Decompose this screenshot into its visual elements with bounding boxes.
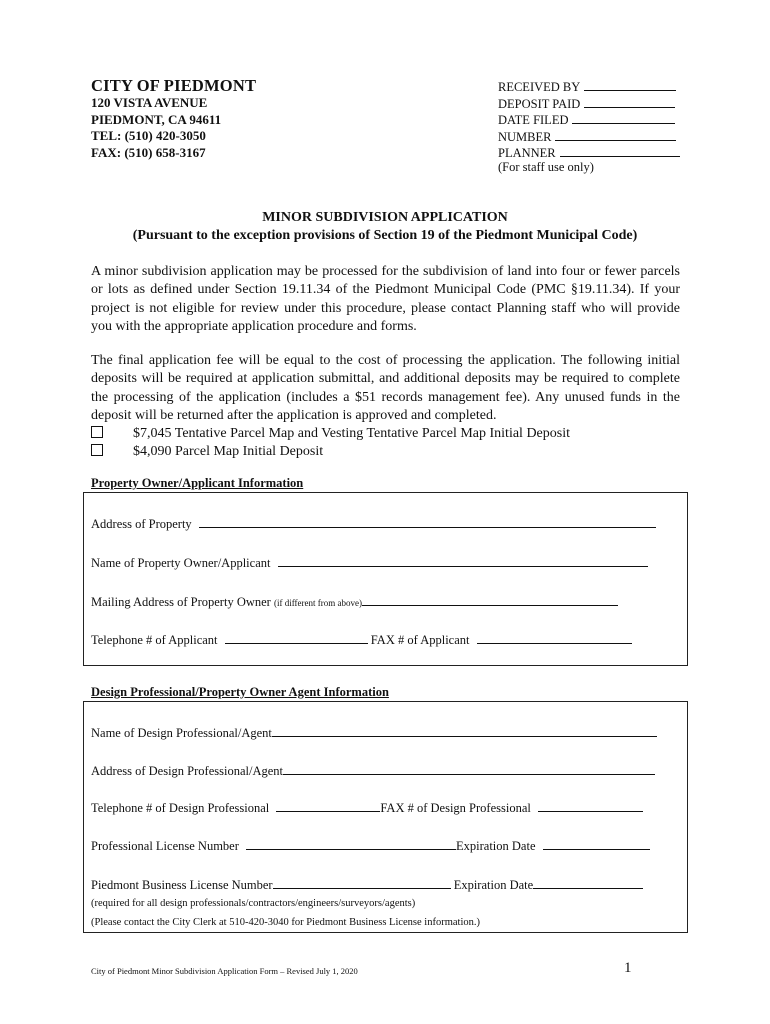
staff-field-label: NUMBER	[498, 129, 552, 144]
checkbox[interactable]	[91, 444, 103, 456]
staff-field-line[interactable]	[555, 129, 676, 141]
field-label: Address of Design Professional/Agent	[91, 764, 283, 778]
field-label: Professional License Number	[91, 839, 239, 853]
owner-name-input[interactable]	[278, 555, 648, 567]
staff-field-line[interactable]	[572, 112, 675, 124]
field-label: Telephone # of Applicant	[91, 633, 218, 647]
fee-paragraph: The final application fee will be equal to the cost of processing the application. The following initial deposits will be required at application submittal, and additional deposits may be required to complete the processing of the application (includes a $51 records management fee). Any unused funds in the deposit will be returned after the application is approved and completed.	[91, 353, 680, 423]
owner-section-heading: Property Owner/Applicant Information	[91, 476, 304, 490]
agent-section-heading: Design Professional/Property Owner Agent Information	[91, 685, 389, 699]
deposit-label: $7,045 Tentative Parcel Map and Vesting Tentative Parcel Map Initial Deposit	[133, 426, 570, 441]
agent-name-input[interactable]	[272, 725, 657, 737]
applicant-phone-input[interactable]	[225, 632, 368, 644]
staff-field-date-filed	[498, 112, 675, 129]
owner-name-field	[91, 555, 648, 571]
field-note: (if different from above)	[273, 598, 363, 608]
city-clerk-note: (Please contact the City Clerk at 510-420-3040 for Piedmont Business License information.)	[91, 917, 481, 928]
license-number-field	[91, 838, 650, 854]
field-label: Expiration Date	[453, 878, 534, 892]
field-label: Piedmont Business License Number	[91, 878, 273, 892]
field-label: Telephone # of Design Professional	[91, 801, 270, 815]
field-label: Address of Property	[91, 517, 192, 531]
staff-field-label: DATE FILED	[498, 113, 569, 127]
business-expiration-input[interactable]	[533, 877, 643, 889]
footer-text: City of Piedmont Minor Subdivision Application Form – Revised July 1, 2020	[91, 966, 358, 976]
form-subtitle: (Pursuant to the exception provisions of Section 19 of the Piedmont Municipal Code)	[132, 228, 638, 243]
staff-field-line[interactable]	[584, 96, 675, 108]
intro-paragraph: A minor subdivision application may be processed for the subdivision of land into four or fewer parcels or lots as defined under Section 19.11.34 of the Piedmont Municipal Code (PMC §19.11.34). If your project is not eligible for review under this procedure, please contact Planning staff who will provide you with the appropriate application procedure and forms.	[91, 264, 680, 334]
address-line: 120 VISTA AVENUE	[91, 95, 208, 110]
field-label: Name of Design Professional/Agent	[91, 726, 272, 740]
field-label: Expiration Date	[456, 839, 536, 853]
staff-field-line[interactable]	[560, 145, 680, 157]
applicant-phone-field	[91, 632, 632, 648]
field-label: FAX # of Design Professional	[380, 801, 531, 815]
license-expiration-input[interactable]	[543, 838, 650, 850]
staff-field-number	[498, 129, 676, 146]
phone-line: TEL: (510) 420-3050	[91, 128, 206, 143]
staff-field-received-by	[498, 79, 676, 96]
form-title: MINOR SUBDIVISION APPLICATION	[262, 210, 508, 225]
business-license-note: (required for all design professionals/contractors/engineers/surveyors/agents)	[91, 898, 416, 909]
deposit-label: $4,090 Parcel Map Initial Deposit	[133, 444, 324, 459]
field-label: Name of Property Owner/Applicant	[91, 556, 271, 570]
agent-phone-field	[91, 800, 643, 816]
agent-name-field	[91, 725, 657, 741]
deposit-option-parcel	[91, 443, 323, 461]
staff-field-line[interactable]	[584, 79, 676, 91]
staff-field-deposit-paid	[498, 96, 675, 113]
agent-fax-input[interactable]	[538, 800, 643, 812]
license-number-input[interactable]	[246, 838, 456, 850]
org-name: CITY OF PIEDMONT	[91, 76, 257, 95]
staff-note: (For staff use only)	[498, 160, 594, 174]
staff-field-label: DEPOSIT PAID	[498, 96, 581, 111]
staff-field-label: PLANNER	[498, 146, 556, 160]
fax-line: FAX: (510) 658-3167	[91, 144, 206, 160]
field-label: Mailing Address of Property Owner	[91, 595, 271, 609]
property-address-input[interactable]	[199, 516, 656, 528]
field-label: FAX # of Applicant	[370, 633, 470, 647]
property-address-field	[91, 516, 656, 532]
deposit-option-tentative	[91, 425, 570, 443]
staff-field-label: RECEIVED BY	[498, 80, 581, 94]
agent-address-field	[91, 763, 655, 779]
applicant-fax-input[interactable]	[477, 632, 632, 644]
business-license-field	[91, 877, 643, 893]
mailing-address-field	[91, 594, 618, 610]
checkbox[interactable]	[91, 426, 103, 438]
agent-address-input[interactable]	[283, 763, 655, 775]
business-license-input[interactable]	[273, 877, 451, 889]
page-number: 1	[624, 960, 632, 976]
address-line: PIEDMONT, CA 94611	[91, 111, 222, 127]
mailing-address-input[interactable]	[362, 594, 618, 606]
agent-phone-input[interactable]	[276, 800, 380, 812]
